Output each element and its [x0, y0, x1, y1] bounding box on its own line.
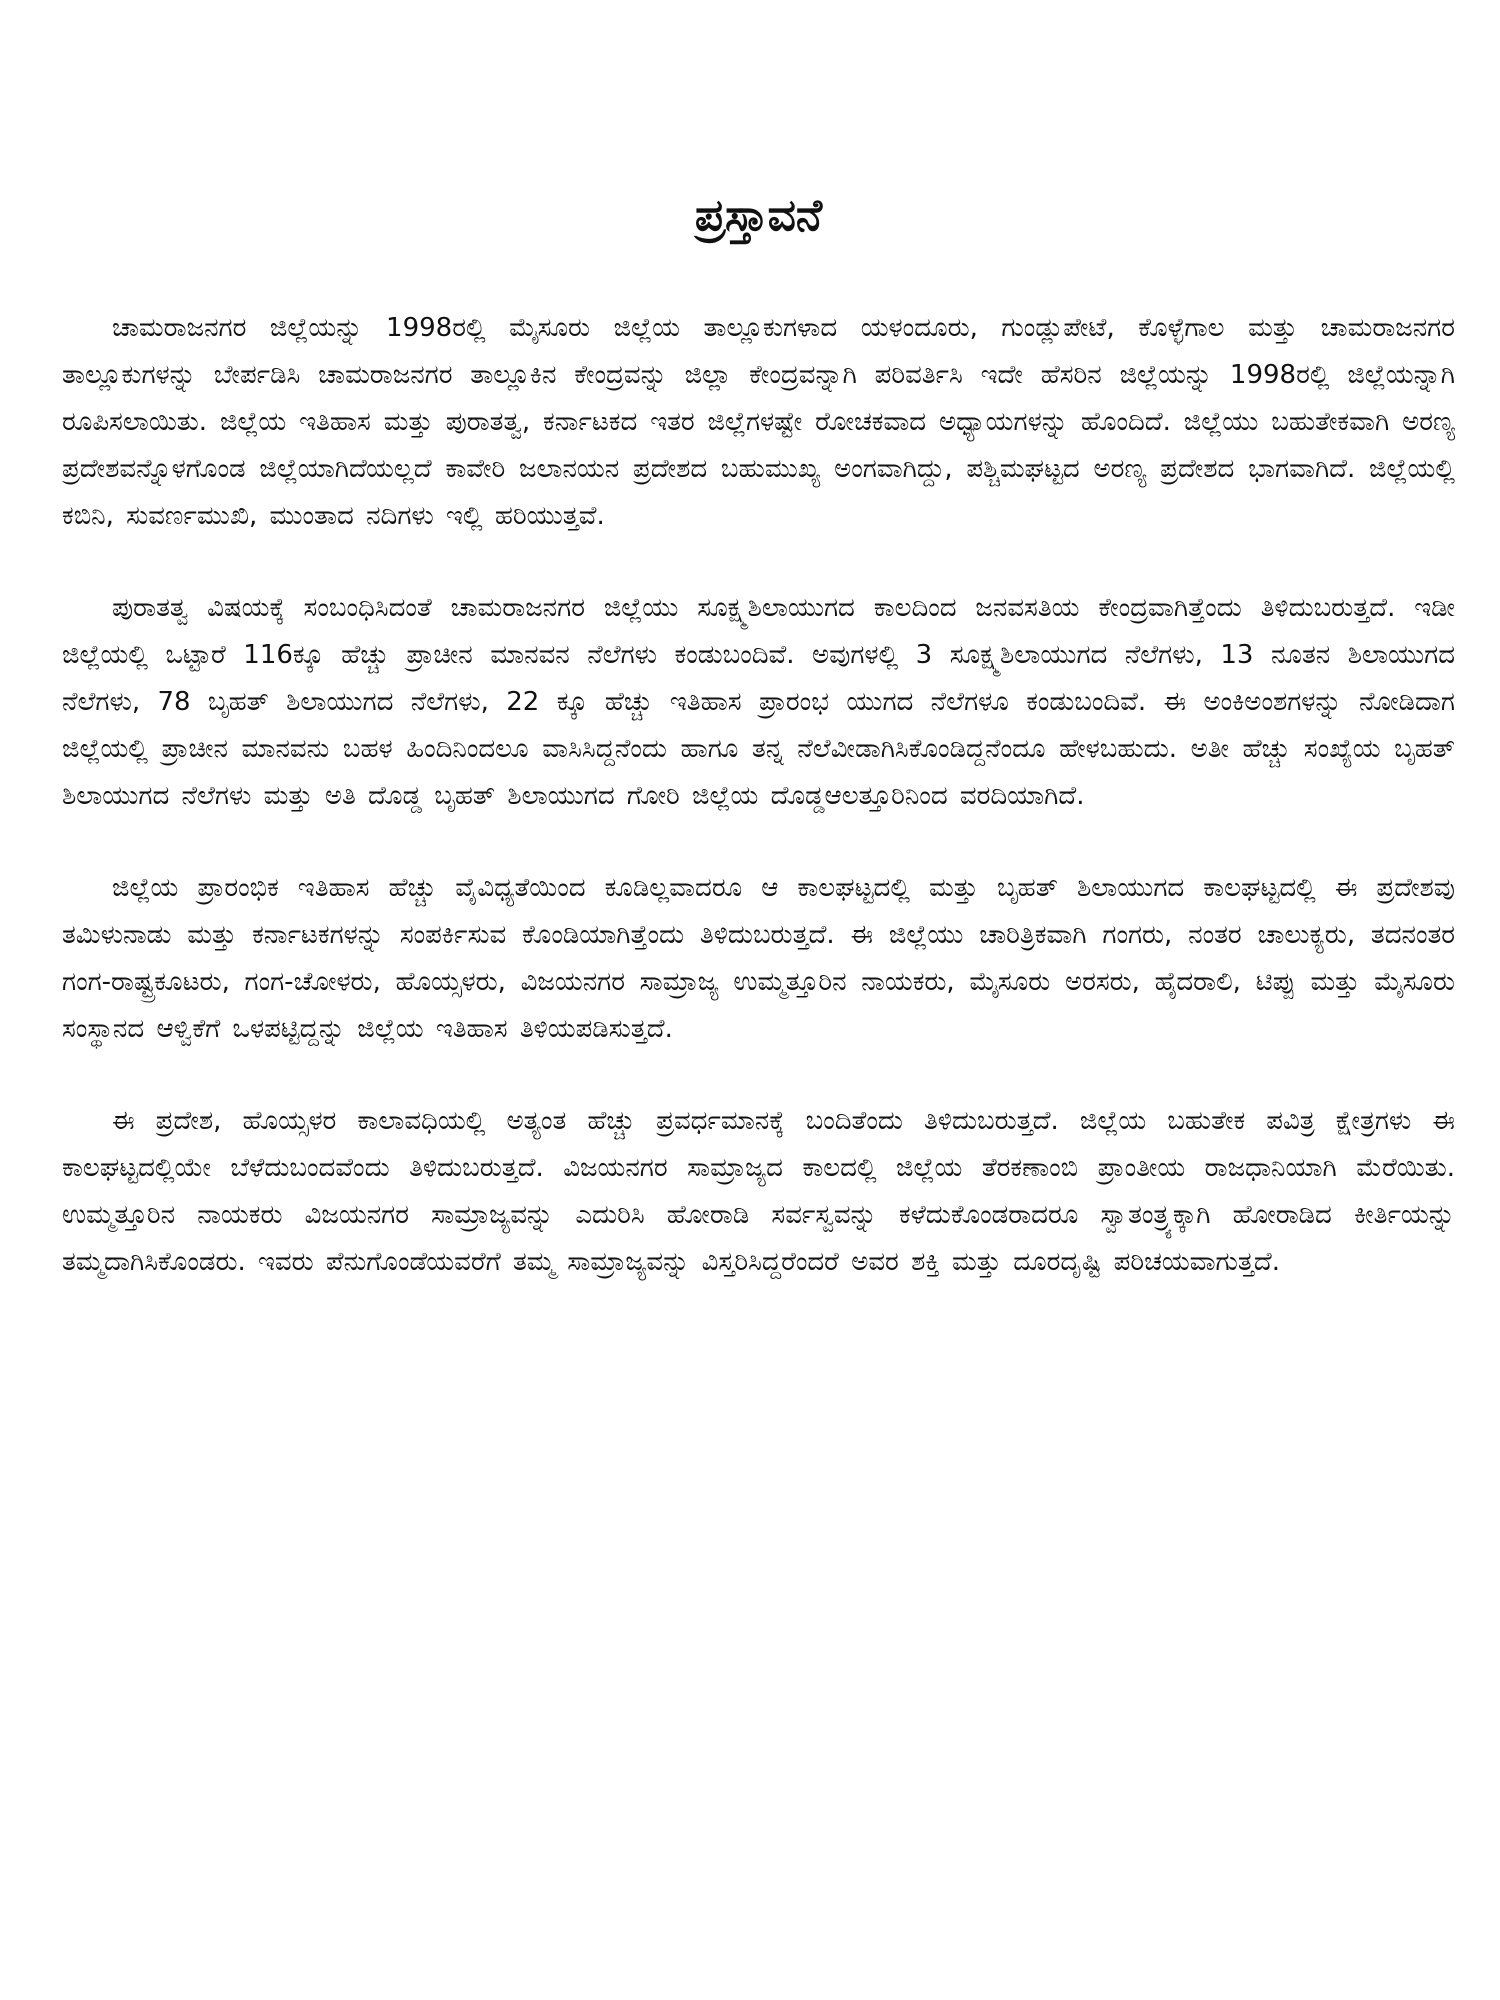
paragraph-1: ಚಾಮರಾಜನಗರ ಜಿಲ್ಲೆಯನ್ನು 1998ರಲ್ಲಿ ಮೈಸೂರು ಜಿಲ್ಲೆಯ ತಾಲ್ಲೂಕುಗಳಾದ ಯಳಂದೂರು, ಗುಂಡ್ಲುಪೇಟೆ, ಕೊಳ್ಳೆಗಾಲ ಮತ್ತು ಚಾಮರಾಜನಗರ ತಾಲ್ಲೂಕುಗಳನ್ನು ಬೇರ್ಪಡಿಸಿ ಚಾಮರಾಜನಗರ ತಾಲ್ಲೂಕಿನ ಕೇಂದ್ರವನ್ನು ಜಿಲ್ಲಾ ಕೇಂದ್ರವನ್ನಾಗಿ ಪರಿವರ್ತಿಸಿ ಇದೇ ಹೆಸರಿನ ಜಿಲ್ಲೆಯನ್ನು 1998ರಲ್ಲಿ ಜಿಲ್ಲೆಯನ್ನಾಗಿ ರೂಪಿಸಲಾಯಿತು. ಜಿಲ್ಲೆಯ ಇತಿಹಾಸ ಮತ್ತು ಪುರಾತತ್ವ, ಕರ್ನಾಟಕದ ಇತರ ಜಿಲ್ಲೆಗಳಷ್ಟೇ ರೋಚಕವಾದ ಅಧ್ಯಾಯಗಳನ್ನು ಹೊಂದಿದೆ. ಜಿಲ್ಲೆಯು ಬಹುತೇಕವಾಗಿ ಅರಣ್ಯ ಪ್ರದೇಶವನ್ನೊಳಗೊಂಡ ಜಿಲ್ಲೆಯಾಗಿದೆಯಲ್ಲದೆ ಕಾವೇರಿ ಜಲಾನಯನ ಪ್ರದೇಶದ ಬಹುಮುಖ್ಯ ಅಂಗವಾಗಿದ್ದು, ಪಶ್ಚಿಮಘಟ್ಟದ ಅರಣ್ಯ ಪ್ರದೇಶದ ಭಾಗವಾಗಿದೆ. ಜಿಲ್ಲೆಯಲ್ಲಿ ಕಬಿನಿ, ಸುವರ್ಣಮುಖಿ, ಮುಂತಾದ ನದಿಗಳು ಇಲ್ಲಿ ಹರಿಯುತ್ತವೆ.	[62, 312, 1455, 531]
paragraph-4: ಈ ಪ್ರದೇಶ, ಹೊಯ್ಸಳರ ಕಾಲಾವಧಿಯಲ್ಲಿ ಅತ್ಯಂತ ಹೆಚ್ಚು ಪ್ರವರ್ಧಮಾನಕ್ಕೆ ಬಂದಿತೆಂದು ತಿಳಿದುಬರುತ್ತದೆ. ಜಿಲ್ಲೆಯ ಬಹುತೇಕ ಪವಿತ್ರ ಕ್ಷೇತ್ರಗಳು ಈ ಕಾಲಘಟ್ಟದಲ್ಲಿಯೇ ಬೆಳೆದುಬಂದವೆಂದು ತಿಳಿದುಬರುತ್ತದೆ. ವಿಜಯನಗರ ಸಾಮ್ರಾಜ್ಯದ ಕಾಲದಲ್ಲಿ ಜಿಲ್ಲೆಯ ತೆರಕಣಾಂಬಿ ಪ್ರಾಂತೀಯ ರಾಜಧಾನಿಯಾಗಿ ಮೆರೆಯಿತು. ಉಮ್ಮತ್ತೂರಿನ ನಾಯಕರು ವಿಜಯನಗರ ಸಾಮ್ರಾಜ್ಯವನ್ನು ಎದುರಿಸಿ ಹೋರಾಡಿ ಸರ್ವಸ್ವವನ್ನು ಕಳೆದುಕೊಂಡರಾದರೂ ಸ್ವಾತಂತ್ರ್ಯಕ್ಕಾಗಿ ಹೋರಾಡಿದ ಕೀರ್ತಿಯನ್ನು ತಮ್ಮದಾಗಿಸಿಕೊಂಡರು. ಇವರು ಪೆನುಗೊಂಡೆಯವರೆಗೆ ತಮ್ಮ ಸಾಮ್ರಾಜ್ಯವನ್ನು ವಿಸ್ತರಿಸಿದ್ದರೆಂದರೆ ಅವರ ಶಕ್ತಿ ಮತ್ತು ದೂರದೃಷ್ಟಿ ಪರಿಚಯವಾಗುತ್ತದೆ.	[62, 1105, 1455, 1277]
paragraph-2: ಪುರಾತತ್ವ ವಿಷಯಕ್ಕೆ ಸಂಬಂಧಿಸಿದಂತೆ ಚಾಮರಾಜನಗರ ಜಿಲ್ಲೆಯು ಸೂಕ್ಷ್ಮಶಿಲಾಯುಗದ ಕಾಲದಿಂದ ಜನವಸತಿಯ ಕೇಂದ್ರವಾಗಿತ್ತೆಂದು ತಿಳಿದುಬರುತ್ತದೆ. ಇಡೀ ಜಿಲ್ಲೆಯಲ್ಲಿ ಒಟ್ಟಾರೆ 116ಕ್ಕೂ ಹೆಚ್ಚು ಪ್ರಾಚೀನ ಮಾನವನ ನೆಲೆಗಳು ಕಂಡುಬಂದಿವೆ. ಅವುಗಳಲ್ಲಿ 3 ಸೂಕ್ಷ್ಮಶಿಲಾಯುಗದ ನೆಲೆಗಳು, 13 ನೂತನ ಶಿಲಾಯುಗದ ನೆಲೆಗಳು, 78 ಬೃಹತ್ ಶಿಲಾಯುಗದ ನೆಲೆಗಳು, 22 ಕ್ಕೂ ಹೆಚ್ಚು ಇತಿಹಾಸ ಪ್ರಾರಂಭ ಯುಗದ ನೆಲೆಗಳೂ ಕಂಡುಬಂದಿವೆ. ಈ ಅಂಕಿಅಂಶಗಳನ್ನು ನೋಡಿದಾಗ ಜಿಲ್ಲೆಯಲ್ಲಿ ಪ್ರಾಚೀನ ಮಾನವನು ಬಹಳ ಹಿಂದಿನಿಂದಲೂ ವಾಸಿಸಿದ್ದನೆಂದು ಹಾಗೂ ತನ್ನ ನೆಲೆವೀಡಾಗಿಸಿಕೊಂಡಿದ್ದನೆಂದೂ ಹೇಳಬಹುದು. ಅತೀ ಹೆಚ್ಚು ಸಂಖ್ಯೆಯ ಬೃಹತ್ ಶಿಲಾಯುಗದ ನೆಲೆಗಳು ಮತ್ತು ಅತಿ ದೊಡ್ಡ ಬೃಹತ್ ಶಿಲಾಯುಗದ ಗೋರಿ ಜಿಲ್ಲೆಯ ದೊಡ್ಡಆಲತ್ತೂರಿನಿಂದ ವರದಿಯಾಗಿದೆ.	[62, 592, 1455, 811]
paragraph-3: ಜಿಲ್ಲೆಯ ಪ್ರಾರಂಭಿಕ ಇತಿಹಾಸ ಹೆಚ್ಚು ವೈವಿಧ್ಯತೆಯಿಂದ ಕೂಡಿಲ್ಲವಾದರೂ ಆ ಕಾಲಘಟ್ಟದಲ್ಲಿ ಮತ್ತು ಬೃಹತ್ ಶಿಲಾಯುಗದ ಕಾಲಘಟ್ಟದಲ್ಲಿ ಈ ಪ್ರದೇಶವು ತಮಿಳುನಾಡು ಮತ್ತು ಕರ್ನಾಟಕಗಳನ್ನು ಸಂಪರ್ಕಿಸುವ ಕೊಂಡಿಯಾಗಿತ್ತೆಂದು ತಿಳಿದುಬರುತ್ತದೆ. ಈ ಜಿಲ್ಲೆಯು ಚಾರಿತ್ರಿಕವಾಗಿ ಗಂಗರು, ನಂತರ ಚಾಲುಕ್ಯರು, ತದನಂತರ ಗಂಗ-ರಾಷ್ಟ್ರಕೂಟರು, ಗಂಗ-ಚೋಳರು, ಹೊಯ್ಸಳರು, ವಿಜಯನಗರ ಸಾಮ್ರಾಜ್ಯ ಉಮ್ಮತ್ತೂರಿನ ನಾಯಕರು, ಮೈಸೂರು ಅರಸರು, ಹೈದರಾಲಿ, ಟಿಪ್ಪು ಮತ್ತು ಮೈಸೂರು ಸಂಸ್ಥಾನದ ಆಳ್ವಿಕೆಗೆ ಒಳಪಟ್ಟಿದ್ದನ್ನು ಜಿಲ್ಲೆಯ ಇತಿಹಾಸ ತಿಳಿಯಪಡಿಸುತ್ತದೆ.	[62, 872, 1455, 1044]
page-title: ಪ್ರಸ್ತಾವನೆ	[694, 190, 823, 241]
